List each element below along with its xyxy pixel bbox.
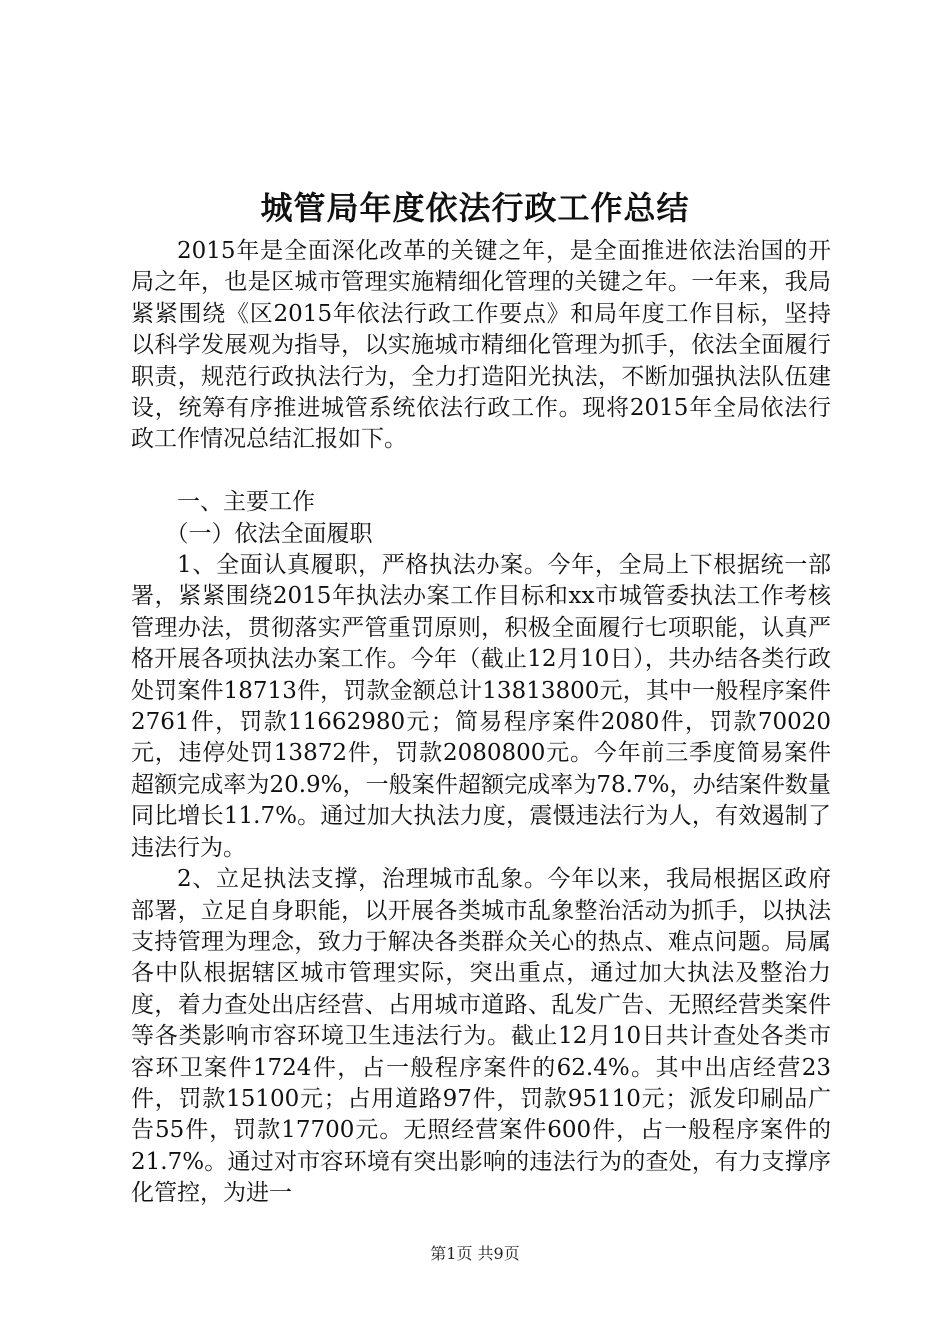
body-paragraph-item-1: 1、全面认真履职，严格执法办案。今年，全局上下根据统一部署，紧紧围绕2015年执法办案工作目标和xx市城管委执法工作考核管理办法，贯彻落实严管重罚原则，积极全面履行七项职能，认真严格开展各项执法办案工作。今年（截止12月10日），共办结各类行政处罚案件18713件，罚款金额总计13813800元，其中一般程序案件2761件，罚款11662980元；简易程序案件2080件，罚款70020元，违停处罚13872件，罚款2080800元。今年前三季度简易案件超额完成率为20.9%，一般案件超额完成率为78.7%，办结案件数量同比增长11.7%。通过加大执法力度，震慑违法行为人，有效遏制了违法行为。 [131, 552, 831, 861]
paragraph-spacer [131, 456, 831, 487]
section-heading-main-work: 一、主要工作 [177, 489, 315, 516]
body-paragraph-item-2: 2、立足执法支撑，治理城市乱象。今年以来，我局根据区政府部署，立足自身职能，以开展各类城市乱象整治活动为抓手，以执法支持管理为理念，致力于解决各类群众关心的热点、难点问题。局属各中队根据辖区城市管理实际，突出重点，通过加大执法及整治力度，着力查处出店经营、占用城市道路、乱发广告、无照经营类案件等各类影响市容环境卫生违法行为。截止12月10日共计查处各类市容环卫案件1724件，占一般程序案件的62.4%。其中出店经营23件，罚款15100元；占用道路97件，罚款95110元；派发印刷品广告55件，罚款17700元。无照经营案件600件，占一般程序案件的21.7%。通过对市容环境有突出影响的违法行为的查处，有力支撑序化管控，为进一 [131, 866, 831, 1207]
page-footer: 第1页 共9页 [430, 1244, 520, 1263]
subsection-heading-duties: （一）依法全面履职 [165, 520, 373, 547]
intro-paragraph: 2015年是全面深化改革的关键之年，是全面推进依法治国的开局之年，也是区城市管理实施精细化管理的关键之年。一年来，我局紧紧围绕《区2015年依法行政工作要点》和局年度工作目标，坚持以科学发展观为指导，以实施城市精细化管理为抓手，依法全面履行职责，规范行政执法行为，全力打造阳光执法，不断加强执法队伍建设，统筹有序推进城管系统依法行政工作。现将2015年全局依法行政工作情况总结汇报如下。 [131, 238, 831, 453]
document-title: 城管局年度依法行政工作总结 [260, 189, 690, 227]
document-body [131, 236, 831, 1210]
